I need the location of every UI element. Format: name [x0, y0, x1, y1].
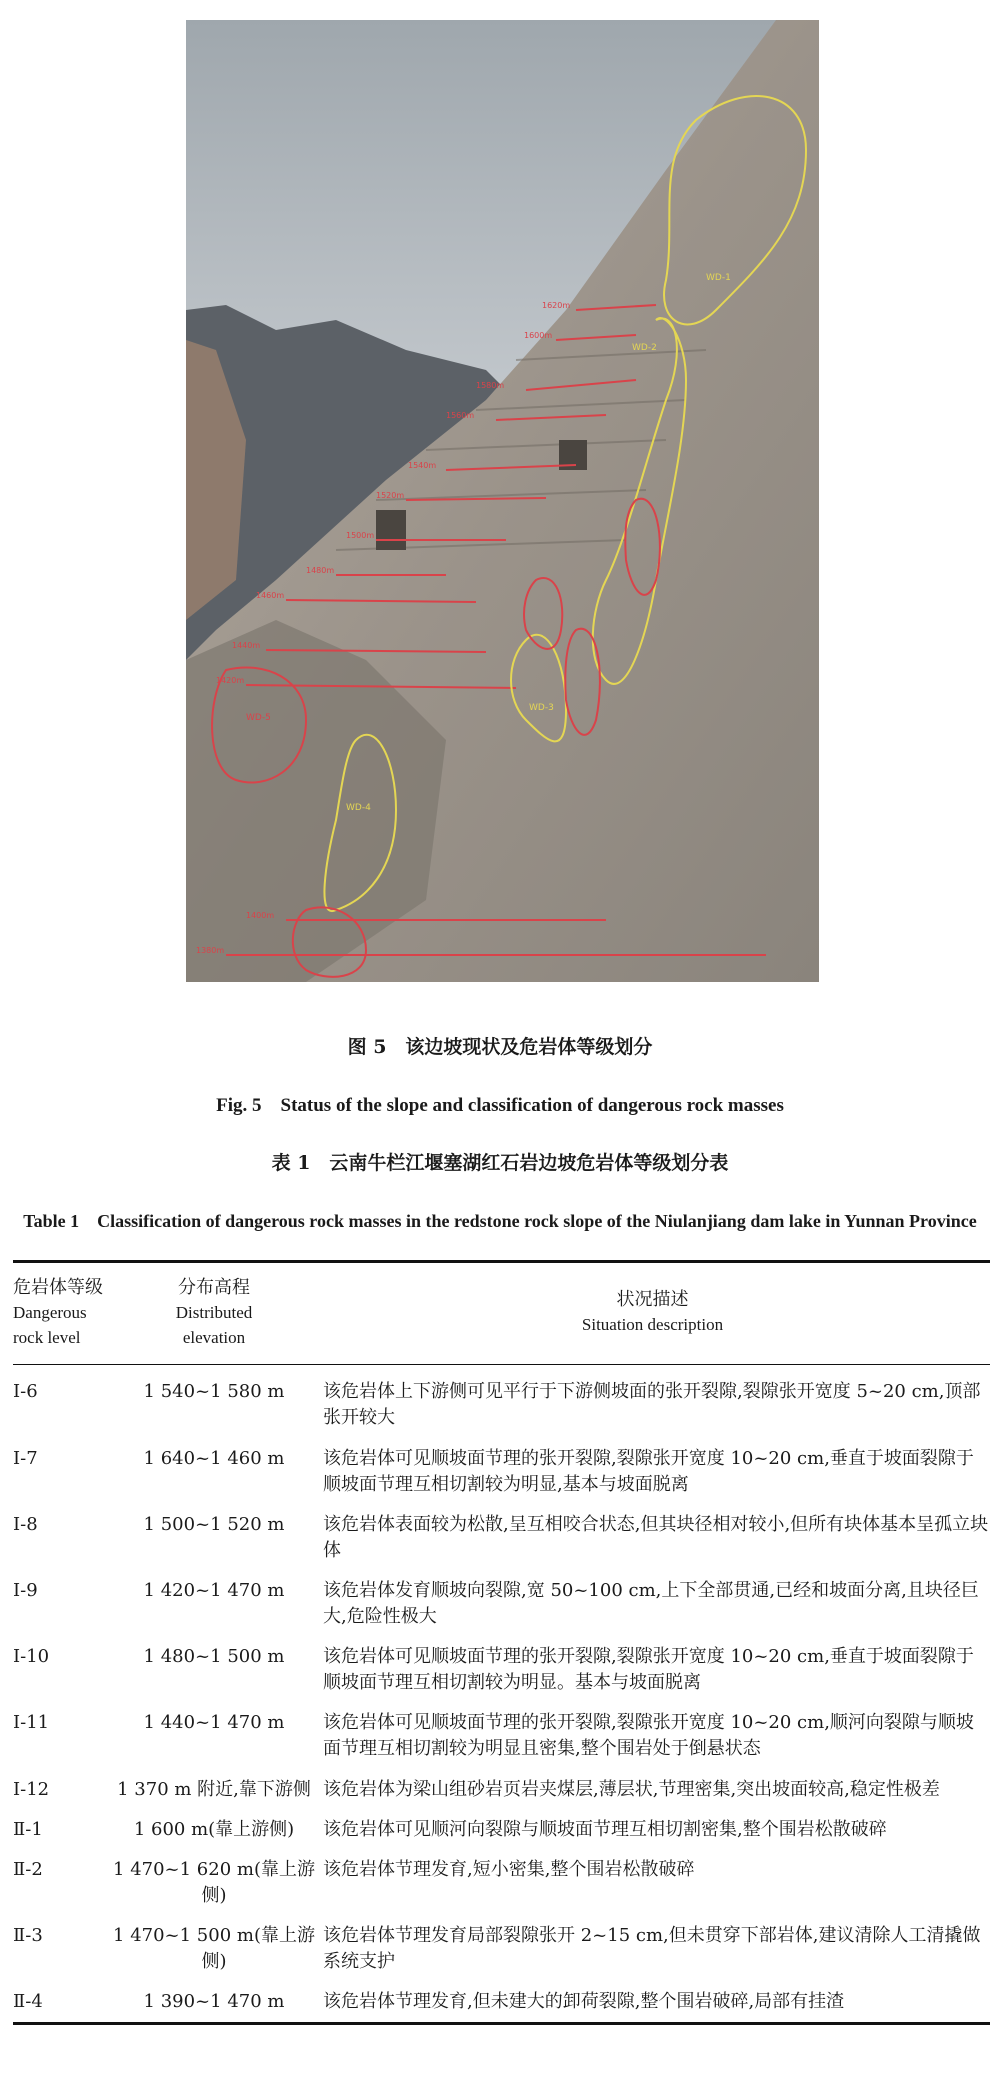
elevation-label: 1420m — [216, 676, 245, 685]
cell-elevation: 1 420~1 470 m — [143, 1579, 285, 1601]
zone-label: WD-1 — [706, 273, 731, 283]
cell-level: Ⅰ-7 — [13, 1447, 38, 1469]
cell-description: 该危岩体可见顺坡面节理的张开裂隙,裂隙张开宽度 10~20 cm,垂直于坡面裂隙于顺坡面节理互相切割较为明显,基本与坡面脱离 — [323, 1447, 974, 1495]
elevation-label: 1540m — [408, 461, 437, 470]
cell-elevation: 1 470~1 620 m(靠上游侧) — [113, 1858, 315, 1906]
header-level-cn: 危岩体等级 — [13, 1277, 103, 1298]
elevation-label: 1500m — [346, 531, 375, 540]
table-row — [13, 1850, 990, 1916]
cell-description: 该危岩体可见顺坡面节理的张开裂隙,裂隙张开宽度 10~20 cm,顺河向裂隙与顺坡面节理互相切割较为明显且密集,整个围岩处于倒悬状态 — [323, 1712, 974, 1760]
elevation-label: 1380m — [196, 946, 225, 955]
table-row — [13, 1916, 990, 1982]
cell-level: Ⅱ-1 — [13, 1818, 43, 1840]
table-row — [13, 1982, 990, 2024]
cell-description: 该危岩体为梁山组砂岩页岩夹煤层,薄层状,节理密集,突出坡面较高,稳定性极差 — [323, 1778, 940, 1800]
zone-label: WD-5 — [246, 713, 271, 723]
cell-description: 该危岩体节理发育,短小密集,整个围岩松散破碎 — [323, 1858, 695, 1880]
table-body — [13, 1365, 990, 2024]
cell-elevation: 1 480~1 500 m — [143, 1646, 285, 1668]
cell-description: 该危岩体节理发育局部裂隙张开 2~15 cm,但未贯穿下部岩体,建议清除人工清撬做系统支护 — [323, 1924, 981, 1972]
header-level-en2: rock level — [13, 1327, 81, 1347]
slope-photo — [186, 20, 819, 982]
cell-elevation: 1 500~1 520 m — [143, 1513, 285, 1535]
cell-description: 该危岩体表面较为松散,呈互相咬合状态,但其块径相对较小,但所有块体基本呈孤立块体 — [323, 1513, 989, 1561]
cell-elevation: 1 370 m 附近,靠下游侧 — [117, 1778, 311, 1800]
cell-level: Ⅰ-11 — [13, 1712, 50, 1734]
cell-elevation: 1 440~1 470 m — [143, 1712, 285, 1734]
table-row — [13, 1703, 990, 1769]
cell-level: Ⅱ-2 — [13, 1858, 43, 1880]
elevation-label: 1560m — [446, 411, 475, 420]
elevation-label: 1600m — [524, 331, 553, 340]
table-row — [13, 1770, 990, 1810]
zone-label: WD-2 — [632, 343, 657, 353]
cell-elevation: 1 640~1 460 m — [143, 1447, 285, 1469]
elevation-label: 1480m — [306, 566, 335, 575]
header-elevation — [113, 1262, 315, 1365]
header-desc-en: Situation description — [581, 1315, 724, 1335]
slope-photo-svg — [186, 20, 819, 982]
header-level-en1: Dangerous — [13, 1303, 87, 1323]
cell-level: Ⅱ-3 — [13, 1924, 43, 1946]
classification-table — [13, 1260, 990, 2025]
cell-description: 该危岩体上下游侧可见平行于下游侧坡面的张开裂隙,裂隙张开宽度 5~20 cm,顶部张开较大 — [323, 1381, 981, 1429]
table-row — [13, 1439, 990, 1505]
table-row — [13, 1505, 990, 1571]
cell-level: Ⅱ-4 — [13, 1991, 43, 2013]
header-row — [13, 1262, 990, 1365]
header-level — [13, 1262, 113, 1365]
cell-elevation: 1 600 m(靠上游侧) — [133, 1818, 295, 1840]
table — [13, 1260, 990, 2025]
elevation-label: 1580m — [476, 381, 505, 390]
cell-description: 该危岩体可见顺坡面节理的张开裂隙,裂隙张开宽度 10~20 cm,垂直于坡面裂隙于顺坡面节理互相切割较为明显。基本与坡面脱离 — [323, 1646, 974, 1694]
cell-level: Ⅰ-6 — [13, 1381, 38, 1403]
elevation-label: 1520m — [376, 491, 405, 500]
table-caption-en: Table 1 Classification of dangerous rock masses in the redstone rock slope of the Niulanjiang dam lake in Yunnan Province — [23, 1211, 977, 1231]
table-row — [13, 1365, 990, 1439]
cell-level: Ⅰ-8 — [13, 1513, 38, 1535]
cell-description: 该危岩体节理发育,但未建大的卸荷裂隙,整个围岩破碎,局部有挂渣 — [323, 1991, 845, 2013]
figure-caption-cn: 图 5 该边坡现状及危岩体等级划分 — [347, 1036, 653, 1058]
cell-level: Ⅰ-12 — [13, 1778, 50, 1800]
table-caption-cn: 表 1 云南牛栏江堰塞湖红石岩边坡危岩体等级划分表 — [271, 1152, 729, 1174]
zone-label: WD-4 — [346, 803, 371, 813]
zone-label: WD-3 — [529, 703, 554, 713]
figure-caption-en: Fig. 5 Status of the slope and classification of dangerous rock masses — [216, 1095, 784, 1116]
table-row — [13, 1810, 990, 1850]
elevation-label: 1400m — [246, 911, 275, 920]
header-elev-en1: Distributed — [175, 1303, 253, 1323]
cell-elevation: 1 390~1 470 m — [143, 1991, 285, 2013]
table-row — [13, 1571, 990, 1637]
table-header — [13, 1262, 990, 1365]
header-description — [315, 1262, 990, 1365]
header-desc-cn: 状况描述 — [616, 1289, 689, 1311]
cell-level: Ⅰ-9 — [13, 1579, 38, 1601]
cell-description: 该危岩体发育顺坡向裂隙,宽 50~100 cm,上下全部贯通,已经和坡面分离,且块径巨大,危险性极大 — [323, 1579, 979, 1628]
cell-elevation: 1 470~1 500 m(靠上游侧) — [113, 1924, 315, 1972]
table-row — [13, 1637, 990, 1703]
bench-opening — [376, 510, 406, 550]
elevation-label: 1440m — [232, 641, 261, 650]
cell-elevation: 1 540~1 580 m — [143, 1381, 285, 1403]
cell-level: Ⅰ-10 — [13, 1646, 50, 1668]
cell-description: 该危岩体可见顺河向裂隙与顺坡面节理互相切割密集,整个围岩松散破碎 — [323, 1818, 887, 1840]
header-elev-cn: 分布高程 — [178, 1277, 250, 1298]
header-elev-en2: elevation — [182, 1327, 246, 1347]
elevation-label: 1460m — [256, 591, 285, 600]
elevation-label: 1620m — [542, 301, 571, 310]
